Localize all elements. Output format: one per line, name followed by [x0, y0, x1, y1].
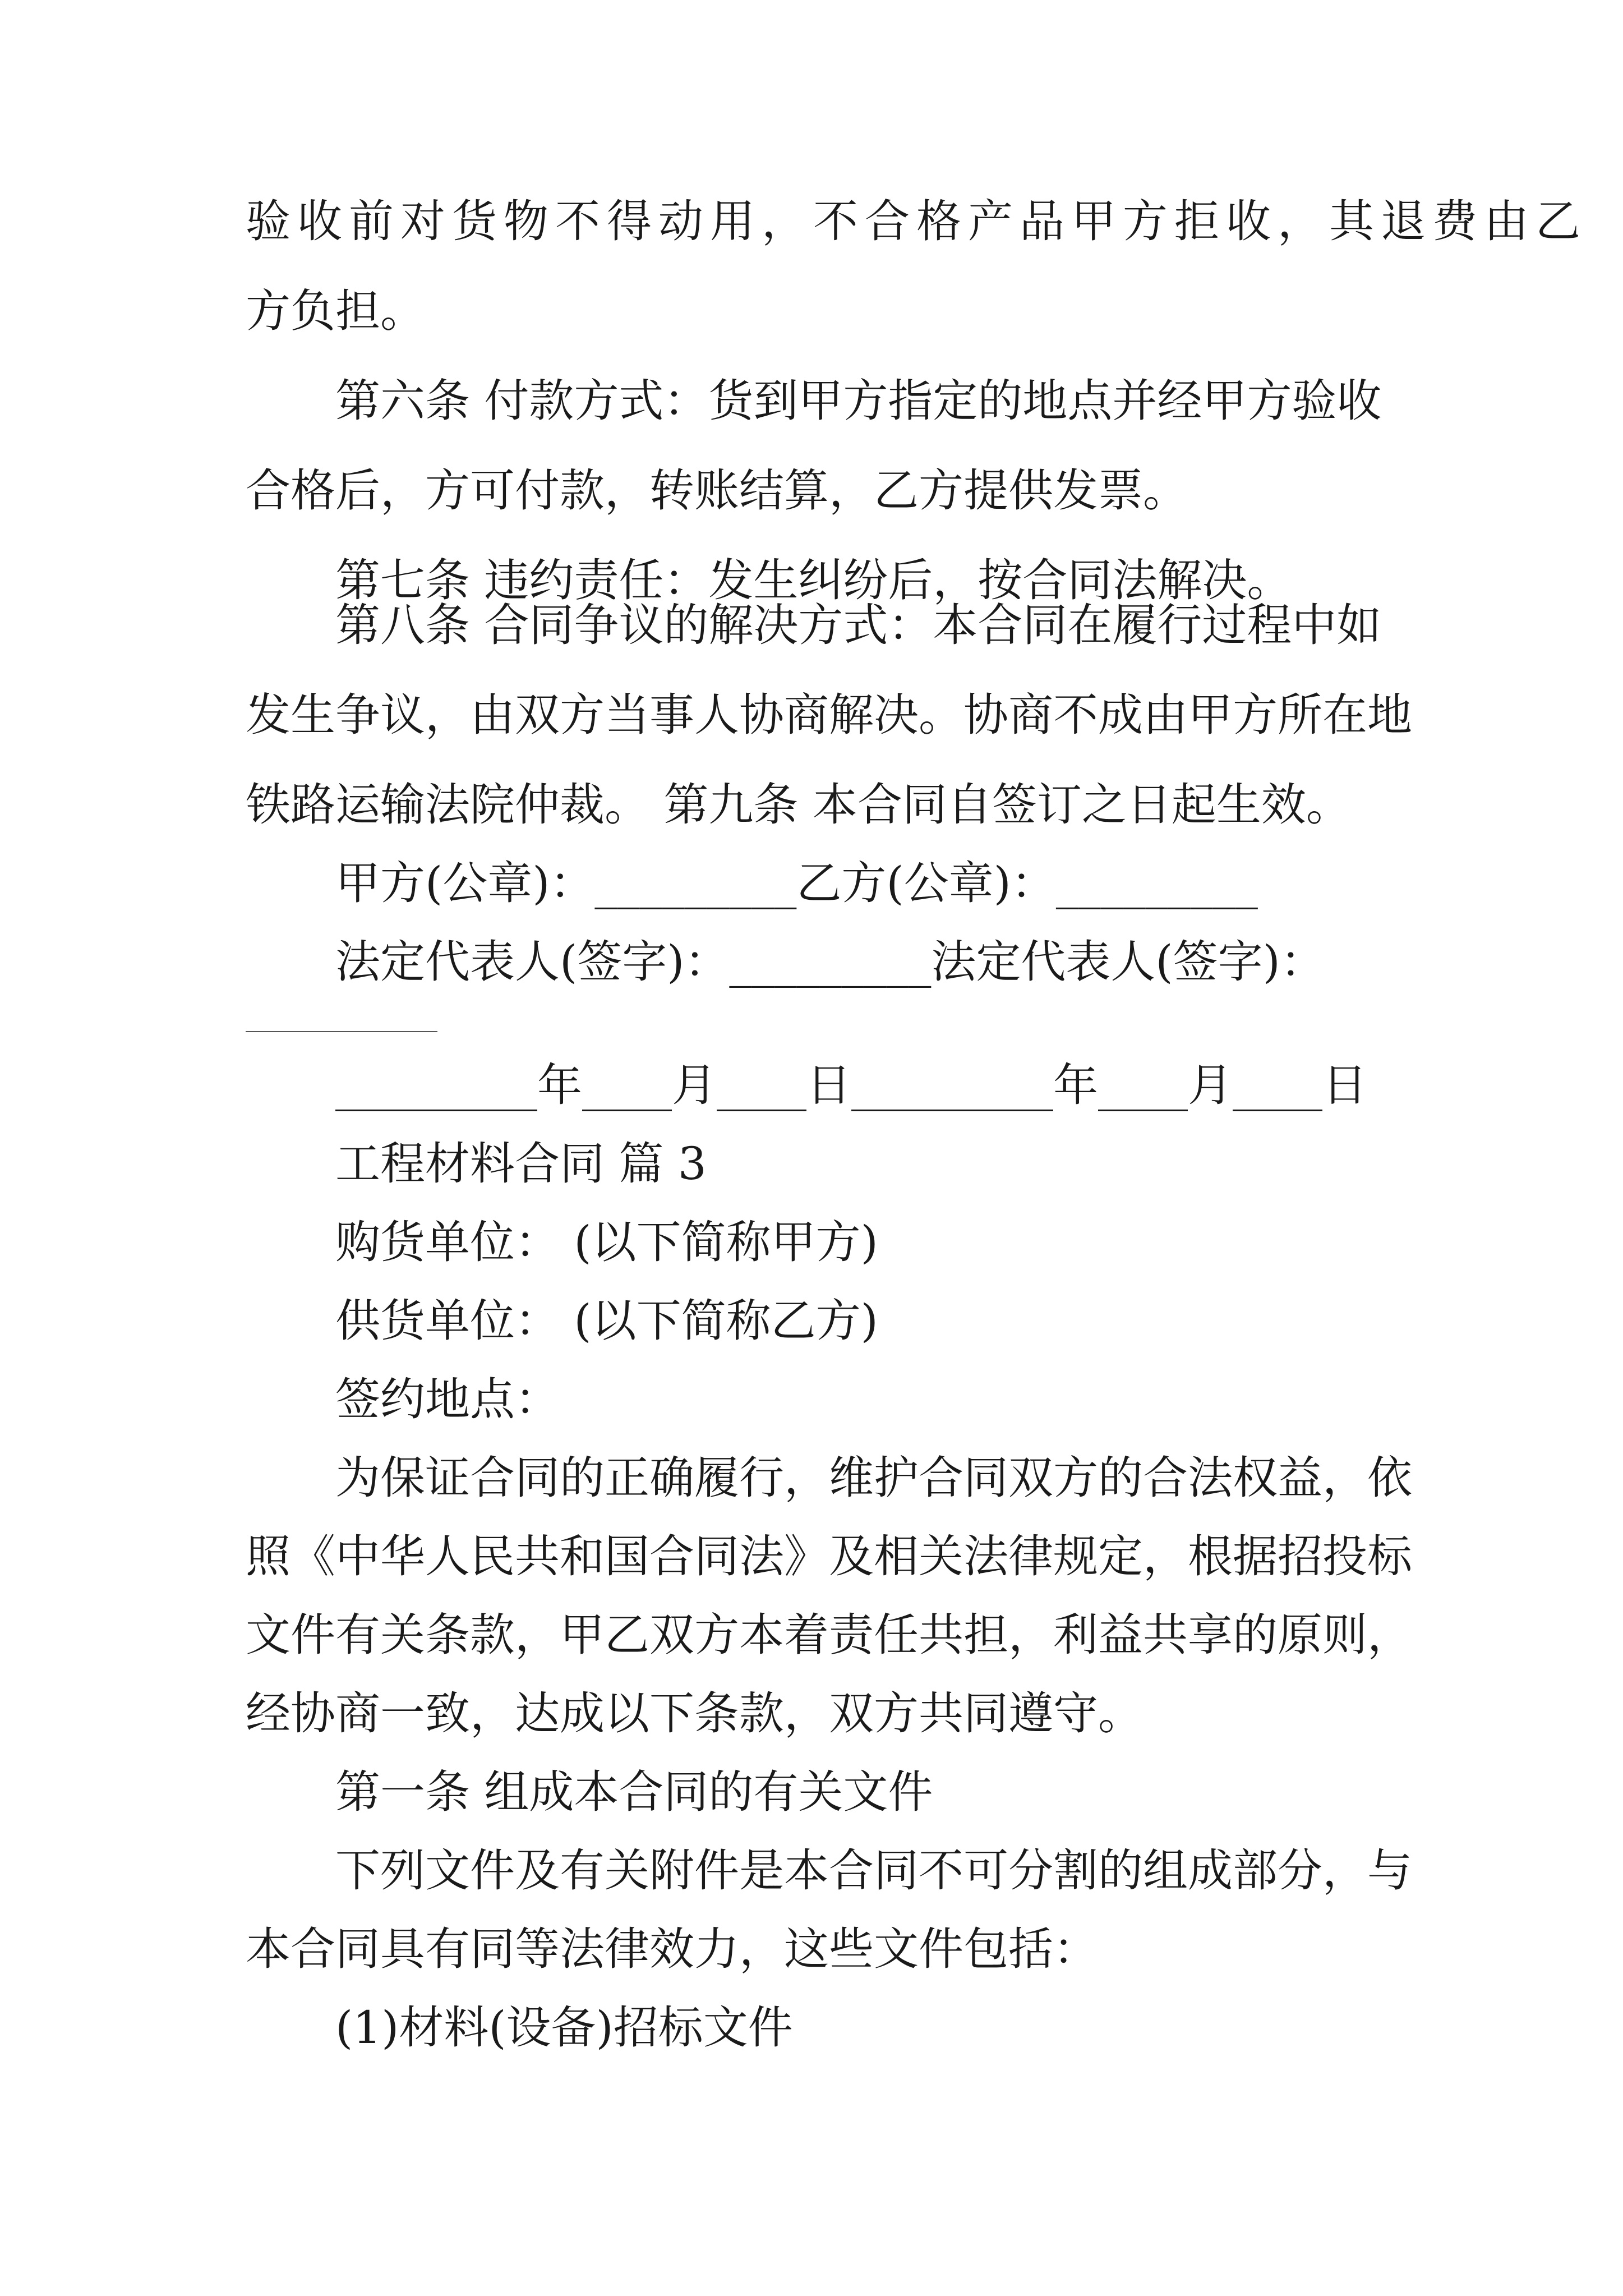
article-8-line: 第八条 合同争议的解决方式：本合同在履行过程中如	[335, 599, 1382, 651]
blank-underline	[246, 1031, 437, 1032]
paragraph-line: 文件有关条款，甲乙双方本着责任共担，利益共享的原则，	[246, 1609, 1412, 1661]
buyer-line: 购货单位： (以下简称甲方)	[335, 1216, 878, 1268]
paragraph-line: 本合同具有同等法律效力，这些文件包括：	[246, 1923, 1098, 1975]
section-title: 工程材料合同 篇 3	[335, 1138, 707, 1190]
list-item: (1)材料(设备)招标文件	[335, 2001, 793, 2054]
paragraph-line: 经协商一致，达成以下条款，双方共同遵守。	[246, 1687, 1143, 1740]
paragraph-line: 照《中华人民共和国合同法》及相关法律规定，根据招投标	[246, 1530, 1412, 1582]
paragraph-line: 下列文件及有关附件是本合同不可分割的组成部分，与	[335, 1844, 1412, 1897]
article-9-line: 铁路运输法院仲裁。 第九条 本合同自签订之日起生效。	[246, 779, 1351, 831]
supplier-line: 供货单位： (以下简称乙方)	[335, 1295, 878, 1347]
signature-line: 法定代表人(签字)：_________法定代表人(签字)：	[335, 936, 1325, 988]
signing-place-line: 签约地点：	[335, 1373, 560, 1425]
date-line: _________年____月____日_________年____月____日	[335, 1059, 1367, 1111]
paragraph-line: 合格后，方可付款，转账结算，乙方提供发票。	[246, 464, 1188, 517]
article-7-line: 第七条 违约责任：发生纠纷后，按合同法解决。	[335, 554, 1292, 606]
paragraph-line: 发生争议，由双方当事人协商解决。协商不成由甲方所在地	[246, 689, 1412, 741]
paragraph-line: 验收前对货物不得动用，不合格产品甲方拒收，其退费由乙	[246, 195, 1587, 247]
paragraph-line: 方负担。	[246, 285, 425, 337]
seal-line: 甲方(公章)：_________乙方(公章)：_________	[335, 857, 1258, 909]
paragraph-line: 为保证合同的正确履行，维护合同双方的合法权益，依	[335, 1452, 1412, 1504]
article-6-line: 第六条 付款方式：货到甲方指定的地点并经甲方验收	[335, 375, 1382, 427]
article-1-heading: 第一条 组成本合同的有关文件	[335, 1766, 933, 1818]
